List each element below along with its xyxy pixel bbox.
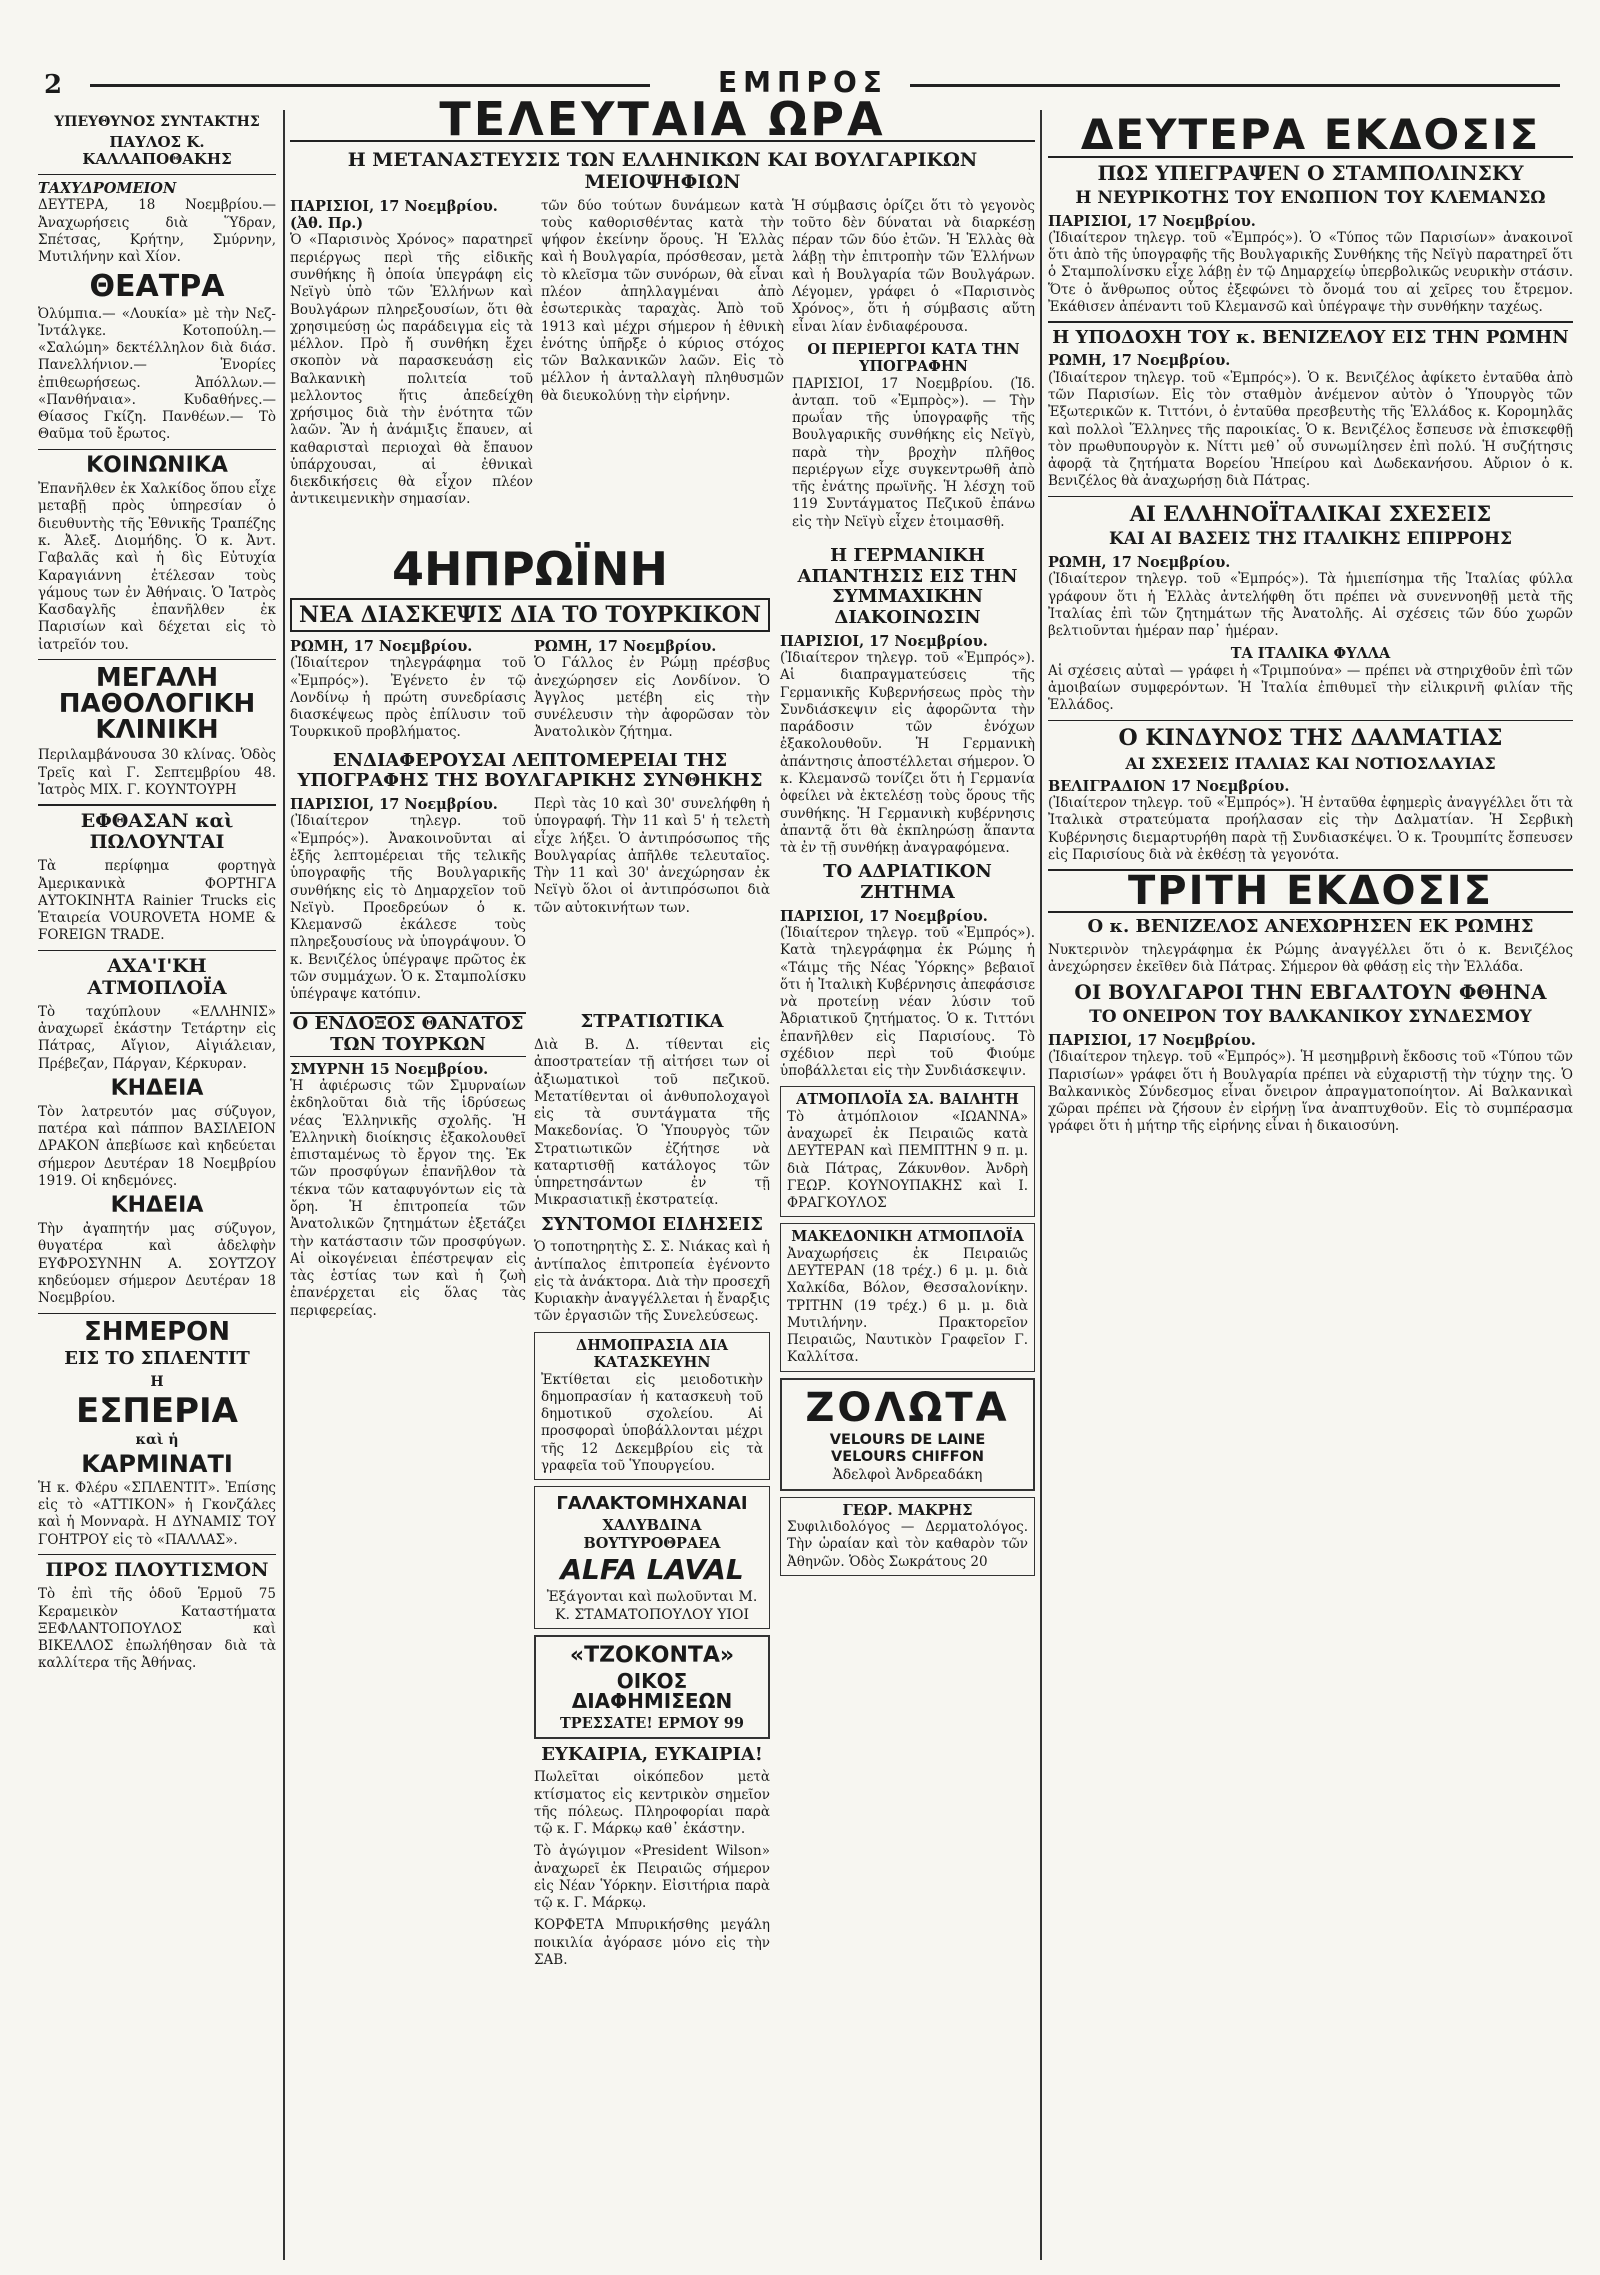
column-divider: [283, 110, 285, 2260]
article-text: (Ἰδιαίτερον τηλεγρ. τοῦ «Ἐμπρός»). Αἱ διαπραγματεύσεις τῆς Γερμανικῆς Κυβερνήσεως πρὸς τὴν Συνδιάσκεψιν εἰς ἀφορῶντα τὴν παράδοσιν τῶν ἐνόχων ἐξακολουθοῦν. Ἡ Γερμανικὴ ἀπάντησις ἀποστέλλεται σήμερον. Ὁ κ. Κλεμανσῶ τονίζει ὅτι ἡ Γερμανία ὀφείλει νὰ ἐκτελέσῃ τοὺς ὅρους τῆς συνθήκης. Ἡ Γερμανικὴ κυβέρνησις ἀπαντᾷ ὅτι θὰ ἐκπληρώσῃ ἅπαντα τὰ ἐν τῇ συνθήκῃ ἀναγραφόμενα.: [780, 650, 1035, 857]
opportunity-headline: ΕΥΚΑΙΡΙΑ, ΕΥΚΑΙΡΙΑ!: [541, 1743, 763, 1765]
adriatic-headline: ΤΟ ΑΔΡΙΑΤΙΚΟΝ ΖΗΤΗΜΑ: [823, 861, 992, 903]
article-text: (Ἰδιαίτερον τηλεγρ. τοῦ «Ἐμπρός»). Τὰ ἡμιεπίσημα τῆς Ἰταλίας φύλλα γράφουν ὅτι ἡ Ἑλλὰς ἀντελήφθη ὅτι πρέπει νὰ συνεννοηθῇ μετὰ τῆς Ἰταλίας ἐπὶ τῶν ζητημάτων τῆς Ἀνατολῆς. Αἱ σχέσεις τῶν δύο χωρῶν βελτιοῦνται ἡμέραν παρ᾽ ἡμέραν.: [1048, 571, 1573, 640]
shipping-ad: [780, 1086, 1035, 1217]
ad-title: ΓΑΛΑΚΤΟΜΗΧΑΝΑΙ: [556, 1493, 748, 1515]
dateline: ΡΩΜΗ, 17 Νοεμβρίου.: [1048, 553, 1231, 571]
divider: [38, 449, 276, 451]
second-edition-banner: ΔΕΥΤΕΡΑ ΕΚΔΟΣΙΣ: [1048, 114, 1573, 158]
dateline: ΡΩΜΗ, 17 Νοεμβρίου.: [290, 637, 473, 655]
migration-headline: Η ΜΕΤΑΝΑΣΤΕΥΣΙΣ ΤΩΝ ΕΛΛΗΝΙΚΩΝ ΚΑΙ ΒΟΥΛΓΑΡΙΚΩΝ ΜΕΙΟΨΗΦΙΩΝ: [347, 149, 978, 193]
article-text: (Ἰδιαίτερον τηλεγρ. τοῦ «Ἐμπρός»). Ἡ μεσημβρινὴ ἔκδοσις τοῦ «Τύπου τῶν Παρισίων» γράφει ὅτι ἡ Βουλγαρία πρέπει νὰ εὐχαριστῇ τὴν τύχην της. Ὁ Βαλκανικὸς Σύνδεσμος εἶναι ὄνειρον ἀπραγματοποίητον. Αἱ Βαλκανικαὶ χῶραι πρέπει νὰ ζήσουν ἐν εἰρήνῃ ἵνα ἀναπτυχθοῦν. Εἰς τὸ συμπέρασμα γράφει ὅτι ἡ μήτηρ τῆς εἰρήνης εἶναι ἡ δικαιοσύνη.: [1048, 1049, 1573, 1135]
funeral-text: Τὴν ἀγαπητήν μας σύζυγον, θυγατέρα καὶ ἀδελφὴν ΕΥΦΡΟΣΥΝΗΝ Α. ΣΟΥΤΖΟΥ κηδεύομεν σήμερον Δευτέραν 18 Νοεμβρίου.: [38, 1221, 276, 1307]
mail-text: ΔΕΥΤΕΡΑ, 18 Νοεμβρίου.— Ἀναχωρήσεις διὰ Ὕδραν, Σπέτσας, Κρήτην, Σμύρνην, Μυτιλήνην καὶ Χίον.: [38, 197, 276, 266]
today-text: Ἡ κ. Φλέρυ «ΣΠΛΕΝΤΙΤ». Ἐπίσης εἰς τὸ «ΑΤΤΙΚΟΝ» ἡ Γκονζάλες καὶ ἡ Μονναρὰ. Η ΔΥΝΑΜΙΣ ΤΟΥ ΓΟΗΤΡΟΥ εἰς τὸ «ΠΑΛΛΑΣ».: [38, 1479, 276, 1548]
article-text: (Ἰδιαίτερον τηλεγρ. τοῦ «Ἐμπρός»). Ἡ ἐνταῦθα ἐφημερὶς ἀναγγέλλει ὅτι τὰ Ἰταλικὰ στρατεύματα προήλασαν εἰς τὴν Δαλματίαν. Ἡ Σερβικὴ Κυβέρνησις διεμαρτυρήθη παρὰ τῇ Συνδιασκέψει. Ὁ κ. Τρουμπίτς ἔσπευσεν εἰς Παρισίους διὰ νὰ ἐκθέσῃ τὰ γεγονότα.: [1048, 795, 1573, 863]
article-text: (Ἰδιαίτερον τηλεγράφημα τοῦ «Ἐμπρός»). Ἐγένετο ἐν τῷ Λονδίνῳ ἡ πρώτη συνεδρίασις διασκέψεως πρὸς ἐπίλυσιν τοῦ Τουρκικοῦ προβλήματος.: [290, 655, 526, 741]
ad-title: ΖΟΛΩΤΑ: [805, 1384, 1010, 1431]
fourth-edition-banner: 4ΗΠΡΩΪΝΗ: [392, 541, 668, 596]
bulgarians-headline: ΟΙ ΒΟΥΛΓΑΡΟΙ ΤΗΝ ΕΒΓΑΛΤΟΥΝ ΦΘΗΝΑ: [1074, 980, 1547, 1005]
shipping-title: ΑΧΑ'Ι'ΚΗ ΑΤΜΟΠΛΟΪΑ: [87, 955, 227, 999]
masthead-rule-right: [910, 84, 1560, 87]
ad-title: ΓΕΩΡ. ΜΑΚΡΗΣ: [842, 1501, 973, 1519]
milk-ad: [534, 1486, 770, 1629]
endo-headline: Ο ΕΝΔΟΞΟΣ ΘΑΝΑΤΟΣ ΤΩΝ ΤΟΥΡΚΩΝ: [290, 1012, 526, 1056]
venizelos-headline: Η ΥΠΟΔΟΧΗ ΤΟΥ κ. ΒΕΝΙΖΕΛΟΥ ΕΙΣ ΤΗΝ ΡΩΜΗΝ: [1052, 326, 1569, 348]
left-column: [38, 110, 276, 2260]
article-text: Ἡ σύμβασις ὁρίζει ὅτι τὸ γεγονὸς τοῦτο δὲν δύναται νὰ διαρκέσῃ πέραν τῶν δύο ἐτῶν. Ἡ Ἑλλὰς θὰ λάβῃ τὴν ἐπιτροπὴν τῶν Ἑλλήνων καὶ ἡ Βουλγαρία τῶν Βουλγάρων. Λέγομεν, γράφει ὁ «Παρισινὸς Χρόνος», ὅτι ἡ σύμβασις αὕτη εἶναι λίαν ἐνδιαφέρουσα.: [792, 197, 1035, 335]
military-headline: ΣΤΡΑΤΙΩΤΙΚΑ: [580, 1011, 724, 1033]
dalmatia-headline: Ο ΚΙΝΔΥΝΟΣ ΤΗΣ ΔΑΛΜΑΤΙΑΣ: [1118, 725, 1503, 752]
wealth-text: Τὸ ἐπὶ τῆς ὁδοῦ Ἑρμοῦ 75 Κεραμεικὸν Καταστήματα ΞΕΦΛΑΝΤΟΠΟΥΛΟΣ καὶ ΒΙΚΕΛΛΟΣ ἐπωλήθησαν διὰ τὰ καλλίτερα τῆς Ἀθήνας.: [38, 1586, 276, 1672]
third-headline: Ο κ. ΒΕΝΙΖΕΛΟΣ ΑΝΕΧΩΡΗΣΕΝ ΕΚ ΡΩΜΗΣ: [1087, 916, 1534, 938]
divider: [1048, 321, 1573, 323]
today-play: ΕΣΠΕΡΙΑ: [75, 1390, 238, 1431]
arrived-title: ΕΦΘΑΣΑΝ καὶ ΠΩΛΟΥΝΤΑΙ: [80, 809, 234, 854]
divider: [38, 659, 276, 661]
ad-text: Ἐξάγονται καὶ πωλοῦνται Μ. Κ. ΣΤΑΜΑΤΟΠΟΥΛΟΥ ΥΙΟΙ: [546, 1588, 758, 1624]
today-and: καὶ ἡ: [135, 1431, 179, 1448]
dalmatia-subheadline: ΑΙ ΣΧΕΣΕΙΣ ΙΤΑΛΙΑΣ ΚΑΙ ΝΟΤΙΟΣΛΑΥΙΑΣ: [1125, 754, 1496, 774]
turkey-headline: ΝΕΑ ΔΙΑΣΚΕΨΙΣ ΔΙΑ ΤΟ ΤΟΥΡΚΙΚΟΝ: [290, 598, 770, 632]
article-text: Αἱ σχέσεις αὐταὶ — γράφει ἡ «Τριμπούνα» — πρέπει νὰ στηριχθοῦν ἐπὶ τῶν ἀμοιβαίων συμφερόντων. Ἡ Ἰταλία ἐπιθυμεῖ τὴν εἰλικρινῆ φιλίαν τῆς Ἑλλάδος.: [1048, 662, 1573, 714]
ad-text: Ἀναχωρήσεις ἐκ Πειραιῶς ΔΕΥΤΕΡΑΝ (18 τρέχ.) 6 μ. μ. διὰ Χαλκίδα, Βόλον, Θεσσαλονίκην. ΤΡΙΤΗΝ (19 τρέχ.) 6 μ. μ. διὰ Μυτιλήνην. Πρακτορεῖον Πειραιῶς, Ναυτικὸν Γραφεῖον Γ. Καλλίτσα.: [787, 1245, 1028, 1366]
right-column: [1048, 110, 1573, 2260]
italy-headline: ΑΙ ΕΛΛΗΝΟΪΤΑΛΙΚΑΙ ΣΧΕΣΕΙΣ: [1129, 501, 1492, 527]
stamb-subheadline: Η ΝΕΥΡΙΚΟΤΗΣ ΤΟΥ ΕΝΩΠΙΟΝ ΤΟΥ ΚΛΕΜΑΝΣΩ: [1075, 188, 1546, 208]
german-headline: Η ΓΕΡΜΑΝΙΚΗ ΑΠΑΝΤΗΣΙΣ ΕΙΣ ΤΗΝ ΣΥΜΜΑΧΙΚΗΝ ΔΙΑΚΟΙΝΩΣΙΝ: [797, 544, 1018, 629]
stamb-headline: ΠΩΣ ΥΠΕΓΡΑΨΕΝ Ο ΣΤΑΜΠΟΛΙΝΣΚΥ: [1097, 161, 1524, 185]
center-section: [290, 146, 1035, 2260]
zolota-ad: [780, 1378, 1035, 1491]
ad-sub: VELOURS DE LAINE: [829, 1431, 986, 1448]
ad-sub: ΧΑΛΥΒΔΙΝΑ ΒΟΥΤΥΡΟΘΡΑΕΑ: [583, 1517, 721, 1552]
ad-text: Συφιλιδολόγος — Δερματολόγος. Τὴν ὡραίαν καὶ τὸν καθαρὸν τῶν Ἀθηνῶν. Ὁδὸς Σωκράτους 20: [787, 1519, 1028, 1570]
ad-title: ΜΑΚΕΔΟΝΙΚΗ ΑΤΜΟΠΛΟΪΑ: [791, 1228, 1024, 1246]
dateline: ΡΩΜΗ, 17 Νοεμβρίου.: [1048, 352, 1231, 370]
newspaper-name: ΕΜΠΡΟΣ: [718, 66, 888, 99]
ad-text: Τὸ ἀτμόπλοιον «ΙΩΑΝΝΑ» ἀναχωρεῖ ἐκ Πειραιῶς κατὰ ΔΕΥΤΕΡΑΝ καὶ ΠΕΜΠΤΗΝ 9 π. μ. διὰ Πάτρας, Ζάκυνθον. Ἀνδρὴ ΓΕΩΡ. ΚΟΥΝΟΥΠΑΚΗΣ καὶ Ι. ΦΡΑΓΚΟΥΛΟΣ: [787, 1108, 1028, 1212]
page-number: 2: [44, 70, 63, 100]
third-edition-banner: ΤΡΙΤΗ ΕΚΔΟΣΙΣ: [1048, 869, 1573, 913]
divider: [1048, 720, 1573, 722]
bulgaria-headline: ΕΝΔΙΑΦΕΡΟΥΣΑΙ ΛΕΠΤΟΜΕΡΕΙΑΙ ΤΗΣ ΥΠΟΓΡΑΦΗΣ ΤΗΣ ΒΟΥΛΓΑΡΙΚΗΣ ΣΥΝΘΗΚΗΣ: [297, 749, 763, 792]
article-text: Ἡ ἀφιέρωσις τῶν Σμυρναίων ἐκδηλοῦται διὰ τῆς ἱδρύσεως νέας Ἑλληνικῆς σχολῆς. Ἡ Ἑλληνικὴ διοίκησις ἐξακολουθεῖ ἐπισταμένως τὸ ἔργον της. Ἐκ τῶν προσφύγων ἐπανῆλθον τὰ τέκνα τῶν καταφυγόντων εἰς τὰ ὄρη. Ἡ ἐπιτροπεία τῶν Ἀνατολικῶν ζητημάτων ἐξετάζει τὴν κατάστασιν τῶν προσφύγων. Αἱ οἰκογένειαι ἐπέστρεψαν εἰς τὰς ἑστίας των καὶ ἡ ζωὴ ἐπανέρχεται εἰς ὅλας τὰς περιφερείας.: [290, 1078, 526, 1319]
divider: [38, 804, 276, 806]
center-banner: ΤΕΛΕΥΤΑΙΑ ΩΡΑ: [290, 92, 1035, 142]
auction-ad: [534, 1332, 770, 1480]
director-name: ΠΑΥΛΟΣ Κ. ΚΑΛΛΑΠΟΘΑΚΗΣ: [82, 133, 232, 169]
article-text: ΠΑΡΙΣΙΟΙ, 17 Νοεμβρίου. (Ἰδ. ἀνταπ. τοῦ «Ἐμπρὸς»). — Τὴν πρωΐαν τῆς ὑπογραφῆς τῆς Βουλγαρικῆς συνθήκης εἰς Νεϊγὺ, παρὰ τὴν βροχὴν πλῆθος περιέργων εἶχε συγκεντρωθῆ ἀπὸ τῆς ἐνάτης πρωϊνῆς. Ἡ λέσχη τοῦ 119 Συντάγματος Πεζικοῦ ἐπάνω εἰς τὴν Νεϊγὺ εἶχεν ἑτοιμασθῆ.: [792, 375, 1035, 530]
arrived-text: Τὰ περίφημα φορτηγὰ Ἀμερικανικὰ ΦΟΡΤΗΓΑ ΑΥΤΟΚΙΝΗΤΑ Rainier Trucks εἰς Ἑταιρεία VOUROVETA HOME & FOREIGN TRADE.: [38, 858, 276, 944]
article-text: τῶν δύο τούτων δυνάμεων κατὰ τοὺς καθορισθέντας κατὰ τὴν ψήφον ἐκείνην ὅρους. Ἡ Ἑλλὰς καὶ ἡ Βουλγαρία, πρόσθεσαν, μετὰ τὸ κλεῖσμα τῶν συνόρων, θὰ εἶναι πλέον ἀπηλλαγμέναι ἀπὸ ἐσωτερικὰς ταραχὰς. Ἀπὸ τοῦ 1913 καὶ μέχρι σήμερον ἡ ἐθνικὴ ἐνότης ὑπῆρξε ὁ κύριος στόχος τῶν Βαλκανικῶν λαῶν. Εἰς τὸ μέλλον ἡ ἀνταλλαγὴ πληθυσμῶν θὰ διευκολύνῃ τὴν εἰρήνην.: [541, 197, 784, 404]
dateline: ΠΑΡΙΣΙΟΙ, 17 Νοεμβρίου. (Ἀθ. Πρ.): [290, 197, 498, 233]
article-text: Νυκτερινὸν τηλεγράφημα ἐκ Ρώμης ἀναγγέλλει ὅτι ὁ κ. Βενιζέλος ἀνεχώρησεν ἐκεῖθεν διὰ Πάτρας. Σήμερον θὰ φθάσῃ εἰς τὴν Ἑλλάδα.: [1048, 941, 1573, 976]
theatre-text: Ὀλύμπια.— «Λουκία» μὲ τὴν Νεζ-Ἰντάλγκε. Κοτοπούλη.— «Σαλώμη» δεκτέλληλον διὰ διάσ. Πανελλήνιον.— Ἑνορίες ἐπιθεωρήσεως. Ἀπόλλων.— «Πανθήναια». Κυδαθήνες.— Θίασος Γκίζη. Πανθέων.— Τὸ Θαῦμα τοῦ ἔρωτος.: [38, 305, 276, 443]
article-text: Ὁ τοποτηρητὴς Σ. Σ. Νιάκας καὶ ἡ ἀντίπαλος ἐπιτροπεία ἐγένοντο εἰς τὰ ἀνάκτορα. Διὰ τὴν προσεχῆ Κυριακὴν ἀναγγέλλεται ἡ ἔναρξις τῶν ἐργασιῶν τῆς Συνελεύσεως.: [534, 1239, 770, 1325]
dateline: ΠΑΡΙΣΙΟΙ, 17 Νοεμβρίου.: [1048, 1031, 1256, 1049]
article-text: (Ἰδιαίτερον τηλεγρ. τοῦ «Ἐμπρός»). Ὁ κ. Βενιζέλος ἀφίκετο ἐνταῦθα ἀπὸ τῶν Παρισίων. Εἰς τὸν σταθμὸν ἀνέμενον αὐτὸν ὁ Ὑπουργὸς τῶν Ἐξωτερικῶν κ. Τιττόνι, ὁ ἐνταῦθα πρεσβευτὴς τῆς Ἑλλάδος κ. Κορομηλᾶς καὶ πολλοὶ Ἕλληνες τῆς παροικίας. Ὁ κ. Βενιζέλος ἔσπευσε νὰ ἐπισκεφθῇ τὸν πρωθυπουργὸν κ. Νίττι μεθ᾽ οὗ συνωμίλησεν ἐπὶ πολύ. Ἡ συζήτησις ἀφορᾷ τὰ ζητήματα Βορείου Ἠπείρου καὶ Δωδεκανήσου. Αὔριον ὁ κ. Βενιζέλος θὰ ἀναχωρήσῃ διὰ Πάτρας.: [1048, 369, 1573, 490]
divider: [38, 174, 276, 176]
funeral-title: ΚΗΔΕΙΑ: [110, 1075, 204, 1101]
ad-title: «ΤΖΟΚΟΝΤΑ»: [569, 1643, 735, 1669]
dateline: ΠΑΡΙΣΙΟΙ, 17 Νοεμβρίου.: [1048, 212, 1256, 230]
mail-title: ΤΑΧΥΔΡΟΜΕΙΟΝ: [38, 180, 177, 198]
social-title: ΚΟΙΝΩΝΙΚΑ: [86, 453, 228, 479]
macedonian-shipping-ad: [780, 1223, 1035, 1371]
ad-address: ΤΡΕΣΣΑΤΕ! ΕΡΜΟΥ 99: [560, 1715, 744, 1733]
ad-sub: VELOURS CHIFFON: [830, 1449, 985, 1466]
dateline: ΡΩΜΗ, 17 Νοεμβρίου.: [534, 637, 717, 655]
ad-text: Τὸ ἀγώγιμον «President Wilson» ἀναχωρεῖ ἐκ Πειραιῶς σήμερον εἰς Νέαν Ὑόρκην. Εἰσιτήρια παρὰ τῷ κ. Γ. Μάρκῳ.: [534, 1843, 770, 1912]
dateline: ΠΑΡΙΣΙΟΙ, 17 Νοεμβρίου.: [290, 796, 498, 814]
ad-sub: ΟΙΚΟΣ ΔΙΑΦΗΜΙΣΕΩΝ: [571, 1669, 733, 1714]
social-text: Ἐπανῆλθεν ἐκ Χαλκίδος ὅπου εἶχε μεταβῇ πρὸς ὑπηρεσίαν ὁ διευθυντὴς τῆς Ἐθνικῆς Τραπέζης κ. Ἀλεξ. Διομήδης. Ὁ κ. Ἀντ. Γαβαλᾶς καὶ ἡ δὶς Εὐτυχία Καραγιάννη ἐτέλεσαν τοὺς γάμους των ἐν Ἀθήναις. Ὁ Ἰατρὸς Κασδαγλῆς ἐπανῆλθεν ἐκ Παρισίων καὶ δέχεται εἰς τὸ ἰατρεῖόν του.: [38, 481, 276, 653]
ad-text: Πωλεῖται οἰκόπεδον μετὰ κτίσματος εἰς κεντρικὸν σημεῖον τῆς πόλεως. Πληροφορίαι παρὰ τῷ κ. Γ. Μάρκῳ καθ᾽ ἑκάστην.: [534, 1769, 770, 1838]
article-text: Περὶ τὰς 10 καὶ 30' συνελήφθη ἡ ὑπογραφή. Τὴν 11 καὶ 5' ἡ τελετὴ εἶχε λήξει. Ὁ ἀντιπρόσωπος τῆς Βουλγαρίας ἀπῆλθε τελευταῖος. Τὴν 11 καὶ 30' ἀνεχώρησαν ἐκ Νεϊγὺ ὅλοι οἱ ἀντιπρόσωποι διὰ τῶν αὐτοκινήτων των.: [534, 796, 770, 916]
funeral-text: Τὸν λατρευτόν μας σύζυγον, πατέρα καὶ πάππον ΒΑΣΙΛΕΙΟΝ ΔΡΑΚΟΝ ἀπεβίωσε καὶ κηδεύεται σήμερον Δευτέραν 18 Νοεμβρίου 1919. Οἱ κηδεμόνες.: [38, 1103, 276, 1189]
subheadline: ΟΙ ΠΕΡΙΕΡΓΟΙ ΚΑΤΑ ΤΗΝ ΥΠΟΓΡΑΦΗΝ: [807, 340, 1020, 376]
masthead-rule-left: [90, 84, 650, 87]
today-play: ΚΑΡΜΙΝΑΤΙ: [81, 1449, 233, 1478]
today-venue: ΕΙΣ ΤΟ ΣΠΛΕΝΤΙΤ: [64, 1348, 250, 1370]
doctor-ad: [780, 1497, 1035, 1576]
column-divider: [1040, 110, 1042, 2260]
shipping-text: Τὸ ταχύπλουν «ΕΛΛΗΝΙΣ» ἀναχωρεῖ ἑκάστην Τετάρτην εἰς Πάτρας, Αἴγιον, Αἰγιάλειαν, Πρέβεζαν, Πάργαν, Κέρκυραν.: [38, 1003, 276, 1072]
dateline: ΒΕΛΙΓΡΑΔΙΟΝ 17 Νοεμβρίου.: [1048, 777, 1290, 795]
bulgarians-subheadline: ΤΟ ΟΝΕΙΡΟΝ ΤΟΥ ΒΑΛΚΑΝΙΚΟΥ ΣΥΝΔΕΣΜΟΥ: [1089, 1007, 1532, 1028]
divider: [38, 1554, 276, 1556]
ad-text: Ἀδελφοὶ Ἀνδρεαδάκη: [832, 1467, 983, 1484]
dateline: ΣΜΥΡΝΗ 15 Νοεμβρίου.: [290, 1060, 489, 1078]
clinic-text: Περιλαμβάνουσα 30 κλίνας. Ὁδὸς Τρεῖς καὶ Γ. Σεπτεμβρίου 48. Ἰατρὸς ΜΙΧ. Γ. ΚΟΥΝΤΟΥΡΗ: [38, 747, 276, 798]
tzokonta-ad: [534, 1635, 770, 1738]
ad-text: ΚΟΡΦΕΤΑ Μπυρικήσθης μεγάλη ποικιλία ἀγόρασε μόνο εἰς τὴν ΣΑΒ.: [534, 1917, 770, 1969]
today-and: Η: [150, 1373, 164, 1390]
funeral-title: ΚΗΔΕΙΑ: [110, 1193, 204, 1219]
dateline: ΠΑΡΙΣΙΟΙ, 17 Νοεμβρίου.: [780, 907, 988, 925]
ad-brand: ALFA LAVAL: [560, 1552, 744, 1586]
divider: [38, 1313, 276, 1315]
article-text: (Ἰδιαίτερον τηλεγρ. τοῦ «Ἐμπρός»). Κατὰ τηλεγράφημα ἐκ Ρώμης ἡ «Τάιμς τῆς Νέας Ὑόρκης» βεβαιοῖ ὅτι ἡ Ἰταλικὴ Κυβέρνησις ἀπεφάσισε νὰ προτείνῃ νέαν λύσιν τοῦ Ἀδριατικοῦ ζητήματος. Ὁ κ. Τιττόνι ἐπανῆλθεν εἰς Παρισίους. Τὸ σχέδιον περὶ τοῦ Φιούμε ὑποβάλλεται εἰς τὴν Συνδιάσκεψιν.: [780, 925, 1035, 1080]
ad-text: Ἐκτίθεται εἰς μειοδοτικὴν δημοπρασίαν ἡ κατασκευὴ τοῦ δημοτικοῦ σχολείου. Αἱ προσφοραὶ ὑποβάλλονται μέχρι τῆς 12 Δεκεμβρίου εἰς τὰ γραφεῖα τοῦ Ὑπουργείου.: [541, 1371, 763, 1474]
theatre-title: ΘΕΑΤΡΑ: [89, 268, 225, 304]
divider: [1048, 496, 1573, 498]
divider: [38, 950, 276, 952]
ad-title: ΑΤΜΟΠΛΟΪΑ ΣΑ. ΒΑΙΛΗΤΗ: [796, 1091, 1019, 1109]
italy-subheadline: ΚΑΙ ΑΙ ΒΑΣΕΙΣ ΤΗΣ ΙΤΑΛΙΚΗΣ ΕΠΙΡΡΟΗΣ: [1108, 529, 1513, 550]
article-text: Διὰ Β. Δ. τίθενται εἰς ἀποστρατείαν τῇ αἰτήσει των οἱ ἀξιωματικοὶ τοῦ πεζικοῦ. Μετατίθενται οἱ ἀνθυπολοχαγοὶ εἰς τὰ συντάγματα τῆς Μακεδονίας. Ὁ Ὑπουργὸς τῶν Στρατιωτικῶν ἐζήτησε νὰ καταρτισθῇ κατάλογος τῶν ὑπηρετησάντων ἐν τῇ Μικρασιατικῇ ἐκστρατείᾳ.: [534, 1037, 770, 1209]
news-headline: ΣΥΝΤΟΜΟΙ ΕΙΔΗΣΕΙΣ: [540, 1213, 764, 1235]
article-text: (Ἰδιαίτερον τηλεγρ. τοῦ «Ἐμπρός»). Ἀνακοινοῦνται αἱ ἑξῆς λεπτομέρειαι τῆς τελικῆς ὑπογραφῆς τῆς Βουλγαρικῆς συνθήκης εἰς τὸ Δημαρχεῖον τοῦ Νεϊγὺ. Προεδρεύων ὁ κ. Κλεμανσῶ ἐκάλεσε τοὺς πληρεξουσίους νὰ ὑπογράψουν. Ὁ κ. Βενιζέλος ὑπέγραψε πρῶτος ἐκ τῶν συμμάχων. Ὁ κ. Σταμπολίσκυ ὑπέγραψε κατόπιν.: [290, 813, 526, 1003]
ad-title: ΔΗΜΟΠΡΑΣΙΑ ΔΙΑ ΚΑΤΑΣΚΕΥΗΝ: [575, 1336, 729, 1372]
article-text: Ὁ «Παρισινὸς Χρόνος» παρατηρεῖ περιέργως περὶ τῆς εἰδικῆς συνθήκης ἢ ὁποία ὑπεγράφη εἰς Νεϊγὺ ὑπὸ τῶν Ἑλλήνων καὶ Βουλγάρων πληρεξουσίων, ὅτι θὰ χρησιμεύσῃ ὡς παράδειγμα εἰς τὰ μέλλον. Πρὸ ἤ συνθήκη ἔχει σκοπὸν νὰ παρασκευάσῃ εἰς Βαλκανικὴ πολιτεία τοῦ μελλοντος ἥτις ἀπεδείχθη χρήσιμος διὰ τὴν ἑνότητα τῶν λαῶν. Ἂν ἡ ἀνάμιξις ἔπαυεν, αἱ καθαρισταὶ περιοχαὶ θὰ ἔπαυον ὑπάρχουσαι, αἱ ἐθνικαὶ διεκδικήσεις θὰ εἶχον πλέον ἀντικειμενικὴν σημασίαν.: [290, 232, 533, 508]
dateline: ΠΑΡΙΣΙΟΙ, 17 Νοεμβρίου.: [780, 632, 988, 650]
wealth-title: ΠΡΟΣ ΠΛΟΥΤΙΣΜΟΝ: [45, 1559, 269, 1582]
today-title: ΣΗΜΕΡΟΝ: [83, 1317, 231, 1348]
article-text: Ὁ Γάλλος ἐν Ρώμῃ πρέσβυς ἀνεχώρησεν εἰς Λονδίνον. Ὁ Ἀγγλος μετέβη εἰς τὴν συνέλευσιν τὴν ἀφορῶσαν τὸν Ἀνατολικὸν ζήτημα.: [534, 655, 770, 741]
article-text: (Ἰδιαίτερον τηλεγρ. τοῦ «Ἐμπρός»). Ὁ «Τύπος τῶν Παρισίων» ἀνακοινοῖ ὅτι ἀπὸ τῆς ὑπογραφῆς τῆς Βουλγαρικῆς Συνθήκης τῆς Νεϊγὺ παρατηρεῖ ὅτι ὁ Σταμπολίνσκυ εἶχε λάβῃ ἐν τῷ Δημαρχείῳ ὑπερβολικῶς νευρικὴν στάσιν. Ὅτε ὁ ἄνθρωπος οὗτος ἐξεφώνει τὸ ὄνομά του αἱ χεῖρες του ἔτρεμον. Ἐκάθισεν ἀπέναντι τοῦ Κλεμανσῶ καὶ ὑπέγραψε τὴν συνθήκην ταχέως.: [1048, 229, 1573, 315]
clinic-title: ΜΕΓΑΛΗ ΠΑΘΟΛΟΓΙΚΗ ΚΛΙΝΙΚΗ: [58, 663, 256, 746]
subheadline: ΤΑ ΙΤΑΛΙΚΑ ΦΥΛΛΑ: [1230, 645, 1391, 663]
director-title: ΥΠΕΥΘΥΝΟΣ ΣΥΝΤΑΚΤΗΣ: [54, 114, 260, 130]
